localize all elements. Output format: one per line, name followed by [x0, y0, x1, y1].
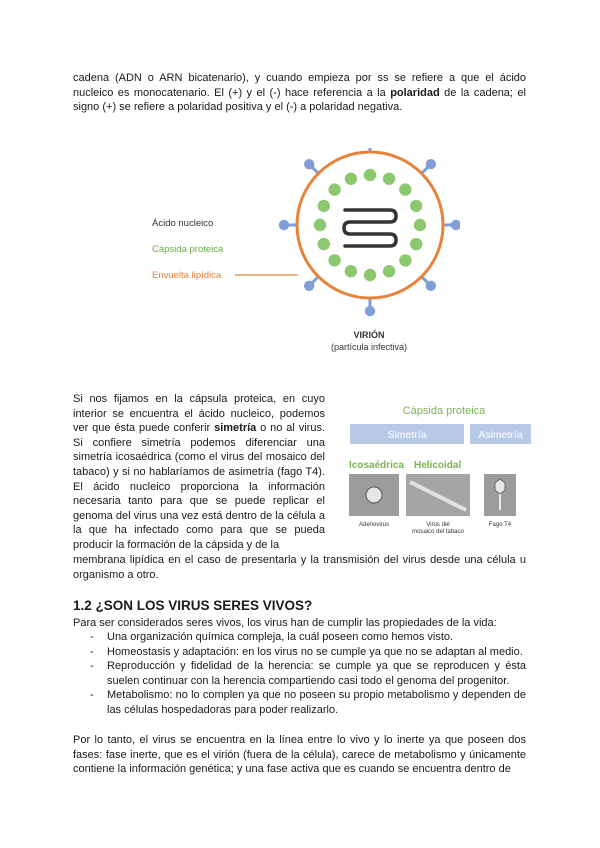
list-item: - Una organización química compleja, la cuál poseen como hemos visto. [73, 630, 526, 645]
virion-diagram [140, 148, 460, 358]
paragraph-symmetry [73, 392, 325, 553]
list-item: - Metabolismo: no lo complen ya que no poseen su propio metabolismo y dependen de las células hospedadoras para poder realizarlo. [73, 688, 526, 717]
label-envelope: Envuelta lipídica [152, 270, 222, 281]
spike [443, 220, 460, 230]
list-item: - Reproducción y fidelidad de la herencia: se cumple ya que se reproducen y ésta suelen continuar con la herencia compartiendo casi todo el genoma del progenitor. [73, 659, 526, 688]
section-heading: 1.2 ¿SON LOS VIRUS SERES VIVOS? [73, 598, 313, 613]
capsomer [364, 169, 376, 181]
spike [422, 277, 436, 291]
icosahedral-label: Icosaédrica [349, 460, 405, 471]
section-intro: Para ser considerados seres vivos, los virus han de cumplir las propiedades de la vida: [73, 617, 497, 629]
label-nucleic-acid: Ácido nucleico [152, 218, 214, 229]
helical-label: Helicoidal [414, 460, 462, 471]
capsomer [410, 200, 422, 212]
capsid-figure-title: Cápsida proteica [402, 405, 486, 417]
properties-list [73, 630, 526, 718]
capsomer [318, 238, 330, 250]
capsomer [345, 173, 357, 185]
capsomer [399, 254, 411, 266]
capsomer [314, 219, 326, 231]
paragraph-text: de la cadena; el signo (+) se refiere a polaridad positiva y el (-) a polaridad negativa. [73, 86, 526, 114]
symmetry-label: Simetría [387, 429, 427, 441]
label-capsid: Cápsida proteica [152, 244, 224, 255]
adenovirus-particle [366, 487, 382, 503]
caption-adenovirus: Adenovirus [358, 522, 390, 528]
capsomer [383, 173, 395, 185]
capsid-classification-figure [344, 398, 534, 538]
virion-subtitle: (partícula infectiva) [330, 342, 408, 352]
capsomer [345, 265, 357, 277]
spike [304, 277, 318, 291]
caption-phage: Fago T4 [488, 522, 512, 528]
paragraph-symmetry-continuation: membrana lipídica en el caso de presentarla y la transmisión del virus desde una célula u organismo a otro. [73, 554, 526, 581]
capsomer [328, 254, 340, 266]
section-conclusion: Por lo tanto, el virus se encuentra en la línea entre lo vivo y lo inerte ya que poseen dos fases: fase inerte, que es el virión (fuera de la célula), carece de metabolismo y únicamente contiene la información genética; y una fase activa que es cuando se encuentra dentro de [73, 734, 526, 776]
list-item: - Homeostasis y adaptación: en los virus no se cumple ya que no se adaptan al medio. [73, 645, 526, 660]
capsomer [399, 183, 411, 195]
bold-term: simetría [214, 422, 257, 435]
caption-tmv-2: mosaico del tabaco [412, 529, 464, 535]
asymmetry-label: Asimetría [478, 429, 523, 441]
capsomer [410, 238, 422, 250]
capsid-capsomers [314, 169, 426, 281]
spike [304, 159, 318, 173]
nucleic-acid [344, 210, 396, 246]
paragraph-text: cadena (ADN o ARN bicatenario), y cuando empieza por ss se refiere a que el ácido nucleico es monocatenario. El (+) y el (-) hace referencia a la [73, 72, 526, 99]
paragraph-text: Si nos fijamos en la cápsula proteica, en cuyo interior se encuentra el ácido nucleico, podemos ver que ésta puede conferir [73, 393, 325, 435]
caption-tmv-1: Virus del [426, 522, 450, 528]
virion-title: VIRIÓN [353, 330, 385, 340]
capsomer [383, 265, 395, 277]
spike [279, 220, 297, 230]
spike [365, 298, 375, 316]
paragraph-text: o no al virus. Si confiere simetría podemos diferenciar una simetría icosaédrica (como el virus del mosaico del tabaco) y si no hablaríamos de asimetría (fago T4). El ácido nucleico proporciona la información necesaria tanto para que se puede replicar el genoma del virus una vez está dentro de la célula a la que ha infectado como para que se pueda producir la formación de la cápsida y de la [73, 422, 326, 551]
bold-term: polaridad [390, 86, 440, 99]
capsomer [414, 219, 426, 231]
paragraph-polarity [73, 71, 526, 115]
capsomer [364, 269, 376, 281]
spike [422, 159, 436, 173]
capsomer [318, 200, 330, 212]
capsomer [328, 183, 340, 195]
